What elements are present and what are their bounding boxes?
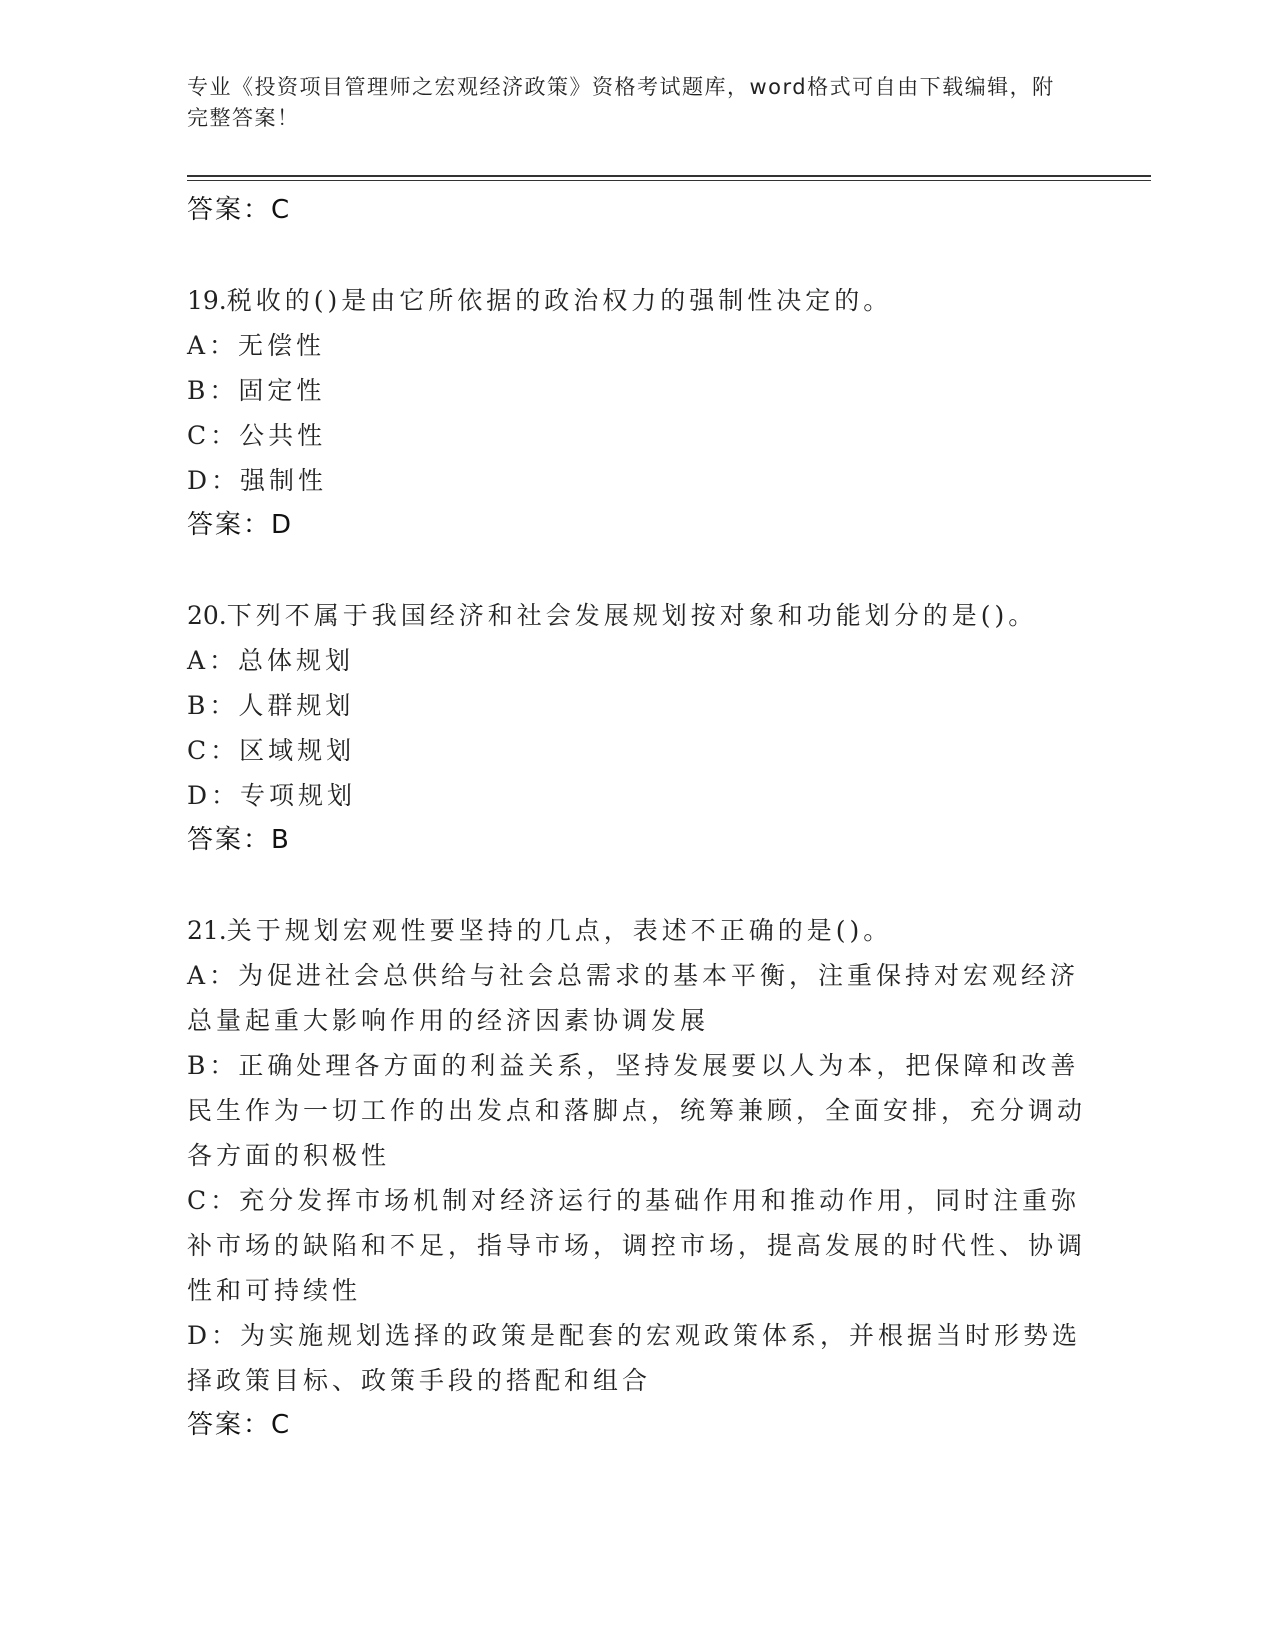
question-19 xyxy=(187,278,1087,548)
option-c: C：公共性 xyxy=(187,421,327,450)
option-a: A：无偿性 xyxy=(187,331,326,360)
question-20 xyxy=(187,593,1087,863)
option-d: D：强制性 xyxy=(187,466,328,495)
header-divider-thin xyxy=(187,180,1151,181)
question-stem xyxy=(187,908,1087,953)
option-a: A：总体规划 xyxy=(187,646,355,675)
option-b: B：固定性 xyxy=(187,376,326,405)
question-number: 19. xyxy=(187,286,227,315)
question-text: 税收的()是由它所依据的政治权力的强制性决定的。 xyxy=(226,286,893,315)
option-d: D：专项规划 xyxy=(187,781,357,810)
answer-line: 答案：C xyxy=(187,1410,292,1440)
question-number: 20. xyxy=(187,601,227,630)
option-b: B：正确处理各方面的利益关系，坚持发展要以人为本，把保障和改善民生作为一切工作的出发点和落脚点，统筹兼顾，全面安排，充分调动各方面的积极性 xyxy=(187,1051,1087,1170)
header-intro-text: 专业《投资项目管理师之宏观经济政策》资格考试题库，word格式可自由下载编辑，附完整答案！ xyxy=(187,75,1055,130)
header-divider-thick xyxy=(187,175,1151,177)
answer-line: 答案：B xyxy=(187,825,291,855)
question-text: 关于规划宏观性要坚持的几点，表述不正确的是()。 xyxy=(226,916,893,945)
option-c: C：区域规划 xyxy=(187,736,356,765)
answer-line: 答案：D xyxy=(187,510,294,540)
question-21 xyxy=(187,908,1087,1448)
option-a: A：为促进社会总供给与社会总需求的基本平衡，注重保持对宏观经济总量起重大影响作用的经济因素协调发展 xyxy=(187,961,1080,1035)
document-header xyxy=(187,72,1067,134)
option-d: D：为实施规划选择的政策是配套的宏观政策体系，并根据当时形势选择政策目标、政策手段的搭配和组合 xyxy=(187,1321,1082,1395)
option-b: B：人群规划 xyxy=(187,691,355,720)
answer-line: 答案：C xyxy=(187,195,292,225)
question-stem xyxy=(187,593,1087,638)
question-stem xyxy=(187,278,1087,323)
option-c: C：充分发挥市场机制对经济运行的基础作用和推动作用，同时注重弥补市场的缺陷和不足，指导市场，调控市场，提高发展的时代性、协调性和可持续性 xyxy=(187,1186,1087,1305)
question-text: 下列不属于我国经济和社会发展规划按对象和功能划分的是()。 xyxy=(226,601,1038,630)
question-list xyxy=(187,188,1087,1448)
question-number: 21. xyxy=(187,916,227,945)
